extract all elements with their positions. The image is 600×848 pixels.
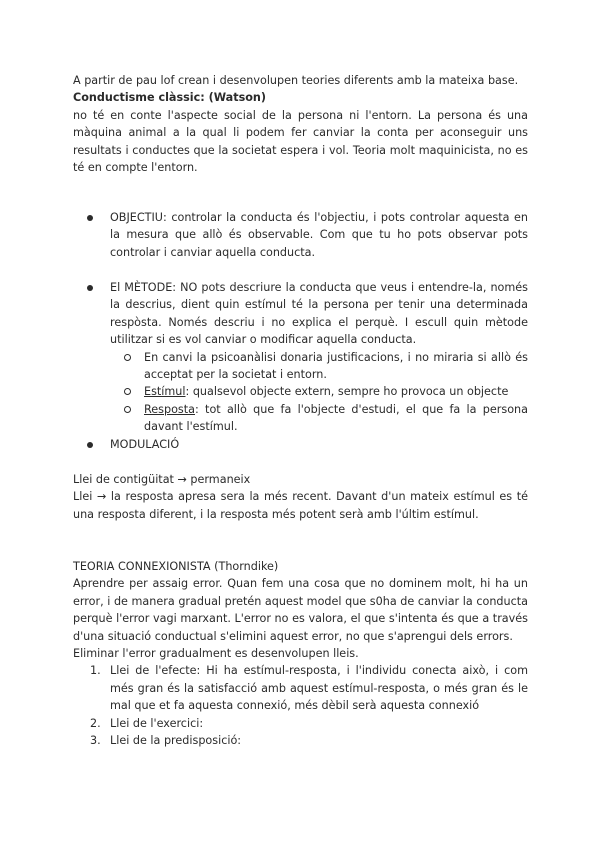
sub-bullet-circle xyxy=(124,354,131,361)
bullet-dot xyxy=(87,215,93,221)
thorndike-section xyxy=(73,558,528,749)
intro-section xyxy=(73,72,528,176)
bullet-metode xyxy=(73,279,528,436)
thorndike-line: Eliminar l'error gradualment es desenvolupen lleis. xyxy=(73,647,359,661)
llei-contiguitat: Llei de contigüitat → permaneix xyxy=(73,473,251,486)
lleis-list xyxy=(73,662,528,749)
subitem-estimul xyxy=(110,383,528,400)
llei-item-text: Llei de la predisposició: xyxy=(110,734,242,748)
llei-item-text: Llei de l'efecte: Hi ha estímul-resposta, i l'individu conecta això, i com més gran és la satisfacció amb aquest estímul-resposta, o més gran és le mal que et fa aquesta connexió, més dèbil serà aquesta connexió xyxy=(110,664,528,713)
estimul-term: Estímul xyxy=(144,385,186,399)
sub-bullet-circle xyxy=(124,406,131,413)
objectiu-text: OBJECTIU: controlar la conducta és l'objectiu, i pots controlar aquesta en la mesura que allò és observable. Com que tu ho pots observar pots controlar i canviar aquella conducta. xyxy=(110,211,528,259)
modulacio-text: MODULACIÓ xyxy=(110,437,180,451)
bullet-dot xyxy=(87,285,93,291)
bullet-modulacio xyxy=(73,436,528,453)
thorndike-heading xyxy=(73,558,528,575)
thorndike-heading-main: TEORIA CONNEXIONISTA xyxy=(73,560,211,573)
llei-item-text: Llei de l'exercici: xyxy=(110,716,204,730)
objectiu-list xyxy=(73,209,528,261)
psico-text: En canvi la psicoanàlisi donaria justificacions, i no miraria si allò és acceptat per la societat i entorn. xyxy=(144,350,528,382)
thorndike-heading-author: (Thorndike) xyxy=(210,560,279,573)
lleis-section xyxy=(73,471,528,523)
watson-paragraph: no té en conte l'aspecte social de la persona ni l'entorn. La persona és una màquina animal a la qual li podem fer canviar la conta per aconseguir uns resultats i conductes que la societat espera i vol. Teoria molt maquinicista, no es té en compte l'entorn. xyxy=(73,108,528,175)
subitem-psicoanalisi xyxy=(110,349,528,384)
bullet-objectiu xyxy=(73,209,528,261)
intro-line: A partir de pau lof crean i desenvolupen teories diferents amb la mateixa base. xyxy=(73,74,519,87)
metode-sublist xyxy=(110,349,528,436)
subitem-resposta xyxy=(110,401,528,436)
llei-item xyxy=(73,715,528,732)
sub-bullet-circle xyxy=(124,388,131,395)
llei-item xyxy=(73,732,528,749)
resposta-term: Resposta xyxy=(144,402,195,416)
llei-text: Llei → la resposta apresa sera la més recent. Davant d'un mateix estímul es té una resposta diferent, i la resposta més potent serà amb l'últim estímul. xyxy=(73,490,528,521)
metode-list xyxy=(73,279,528,453)
llei-item xyxy=(73,662,528,714)
llei-number: 2. xyxy=(90,716,101,730)
estimul-definition: : qualsevol objecte extern, sempre ho provoca un objecte xyxy=(185,385,509,399)
llei-number: 3. xyxy=(90,734,101,748)
resposta-definition: : tot allò que fa l'objecte d'estudi, el que fa la persona davant l'estímul. xyxy=(144,402,528,434)
llei-number: 1. xyxy=(90,664,101,678)
bullet-dot xyxy=(87,442,93,448)
metode-text: El MÈTODE: NO pots descriure la conducta que veus i entendre-la, només la descrius, dient quin estímul té la persona per tenir una determinada respòsta. Només descriu i no explica el perquè. I escull quin mètode utilitzar si es vol canviar o modificar aquella conducta. xyxy=(110,281,528,347)
watson-heading: Conductisme clàssic: (Watson) xyxy=(73,91,266,105)
thorndike-paragraph: Aprendre per assaig error. Quan fem una cosa que no dominem molt, hi ha un error, i de manera gradual pretén aquest model que s0ha de canviar la conducta perquè l'error vagi marxant. L'error no es valora, el que s'intenta és que a través d'una situació conductual s'elimini aquest error, no que s'aprengui dels errors. xyxy=(73,577,528,643)
